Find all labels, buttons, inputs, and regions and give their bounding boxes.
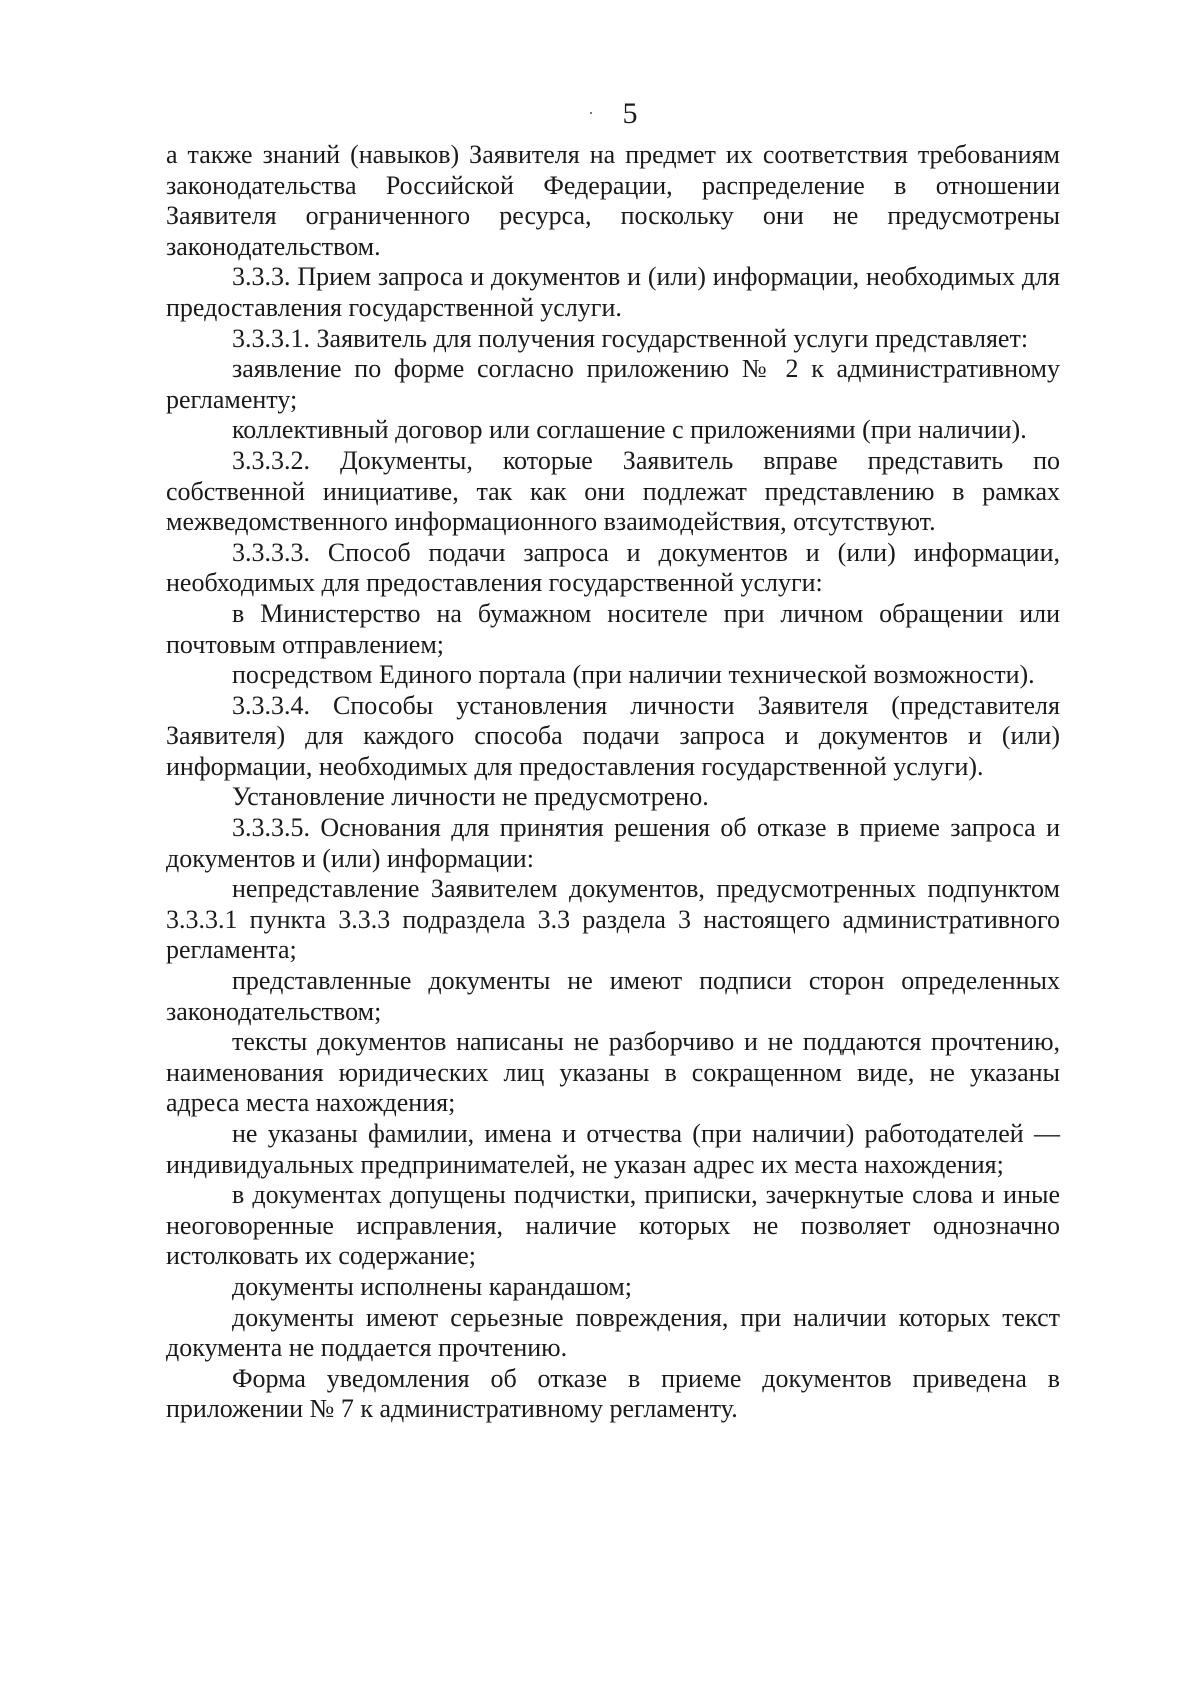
paragraph: 3.3.3. Прием запроса и документов и (или) информации, необходимых для предоставления государственной услуги. (166, 262, 1060, 322)
paragraph: а также знаний (навыков) Заявителя на предмет их соответствия требованиям законодательства Российской Федерации, распределение в отношении Заявителя ограниченного ресурса, поскольку они не предусмотрены законодательством. (166, 140, 1060, 261)
paragraph: документы имеют серьезные повреждения, при наличии которых текст документа не поддается прочтению. (166, 1302, 1060, 1363)
paragraph: посредством Единого портала (при наличии технической возможности). (232, 660, 1035, 690)
paragraph: Установление личности не предусмотрено. (232, 782, 709, 812)
paragraph: 3.3.3.4. Способы установления личности Заявителя (представителя Заявителя) для каждого способа подачи запроса и документов и (или) информации, необходимых для предоставления государственной услуги). (166, 690, 1060, 781)
paragraph: 3.3.3.1. Заявитель для получения государственной услуги представляет: (232, 323, 1029, 353)
paragraph: коллективный договор или соглашение с приложениями (при наличии). (232, 415, 1027, 445)
paragraph: не указаны фамилии, имена и отчества (при наличии) работодателей — индивидуальных предпринимателей, не указан адрес их места нахождения; (166, 1119, 1060, 1179)
document-body (166, 140, 1060, 1425)
page-number: 5 (622, 97, 638, 130)
paragraph: документы исполнены карандашом; (232, 1271, 632, 1301)
paragraph: тексты документов написаны не разборчиво и не поддаются прочтению, наименования юридических лиц указаны в сокращенном виде, не указаны адреса места нахождения; (166, 1027, 1060, 1118)
paragraph: заявление по форме согласно приложению № 2 к административному регламенту; (166, 354, 1060, 414)
paragraph: 3.3.3.3. Способ подачи запроса и документов и (или) информации, необходимых для предоставления государственной услуги: (166, 537, 1060, 598)
paragraph: 3.3.3.2. Документы, которые Заявитель вправе представить по собственной инициативе, так как они подлежат представлению в рамках межведомственного информационного взаимодействия, отсутствуют. (166, 445, 1060, 537)
paragraph: в Министерство на бумажном носителе при личном обращении или почтовым отправлением; (166, 598, 1060, 659)
paragraph: в документах допущены подчистки, приписки, зачеркнутые слова и иные неоговоренные исправления, наличие которых не позволяет однозначно истолковать их содержание; (166, 1180, 1060, 1271)
paragraph: 3.3.3.5. Основания для принятия решения об отказе в приеме запроса и документов и (или) информации: (166, 813, 1060, 873)
paragraph: непредставление Заявителем документов, предусмотренных подпунктом 3.3.3.1 пункта 3.3.3 подраздела 3.3 раздела 3 настоящего административного регламента; (166, 874, 1060, 965)
paragraph: Форма уведомления об отказе в приеме документов приведена в приложении № 7 к административному регламенту. (166, 1363, 1060, 1424)
paragraph: представленные документы не имеют подписи сторон определенных законодательством; (166, 966, 1060, 1026)
